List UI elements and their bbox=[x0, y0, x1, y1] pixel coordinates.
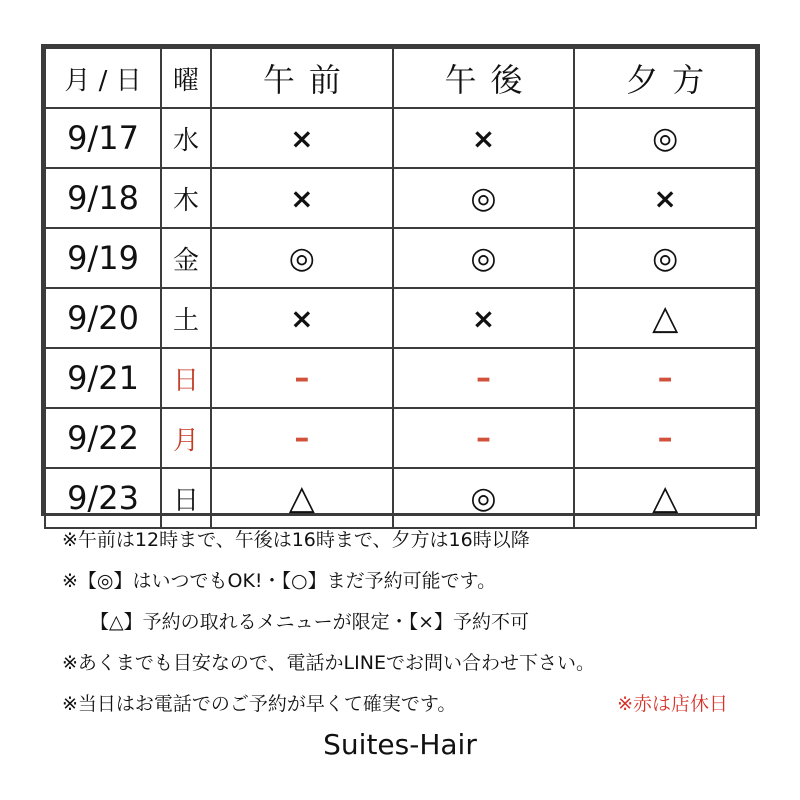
weekday-cell bbox=[161, 288, 211, 348]
table-row bbox=[45, 168, 756, 228]
double-circle-icon: ◎ bbox=[652, 240, 679, 276]
table-row bbox=[45, 348, 756, 408]
slot-cell-afternoon bbox=[393, 468, 575, 528]
cross-mark-icon: × bbox=[653, 181, 677, 215]
slot-cell-morning bbox=[211, 468, 393, 528]
weekday-cell bbox=[161, 348, 211, 408]
note-line-contact: ※あくまでも目安なので、電話かLINEでお問い合わせ下さい。 bbox=[62, 652, 595, 674]
period-header-afternoon: 午後 bbox=[393, 48, 575, 108]
cross-mark-icon: × bbox=[290, 181, 314, 215]
slot-cell-evening bbox=[574, 468, 756, 528]
header-row bbox=[45, 48, 756, 108]
table-row bbox=[45, 228, 756, 288]
dash-icon: – bbox=[657, 420, 673, 456]
table-row bbox=[45, 408, 756, 468]
weekday-cell bbox=[161, 168, 211, 228]
double-circle-icon: ◎ bbox=[470, 240, 497, 276]
weekday-label: 水 bbox=[172, 125, 199, 156]
date-header: 月 / 日 bbox=[45, 48, 161, 108]
note-sameday-text: ※当日はお電話でのご予約が早くて確実です。 bbox=[62, 693, 457, 715]
dash-icon: – bbox=[294, 420, 310, 456]
slot-cell-evening bbox=[574, 288, 756, 348]
day-header: 曜 bbox=[161, 48, 211, 108]
double-circle-icon: ◎ bbox=[652, 120, 679, 156]
period-header-evening: 夕方 bbox=[574, 48, 756, 108]
weekday-label: 土 bbox=[172, 305, 199, 336]
cross-mark-icon: × bbox=[471, 121, 496, 155]
date-cell: 9/19 bbox=[45, 228, 161, 288]
cross-mark-icon: × bbox=[290, 301, 314, 335]
dash-icon: – bbox=[294, 360, 310, 396]
slot-cell-afternoon bbox=[393, 228, 575, 288]
weekday-cell bbox=[161, 108, 211, 168]
weekday-label: 日 bbox=[172, 485, 199, 516]
dash-icon: – bbox=[475, 360, 491, 396]
slot-cell-afternoon bbox=[393, 348, 575, 408]
dash-icon: – bbox=[475, 420, 491, 456]
slot-cell-morning bbox=[211, 168, 393, 228]
notes bbox=[62, 520, 762, 725]
slot-cell-afternoon bbox=[393, 108, 575, 168]
brand-footer: Suites-Hair bbox=[323, 728, 477, 761]
weekday-cell bbox=[161, 228, 211, 288]
date-cell: 9/21 bbox=[45, 348, 161, 408]
slot-cell-afternoon bbox=[393, 408, 575, 468]
slot-cell-afternoon bbox=[393, 288, 575, 348]
triangle-icon: △ bbox=[652, 478, 679, 518]
date-cell: 9/23 bbox=[45, 468, 161, 528]
weekday-label: 金 bbox=[172, 245, 199, 276]
triangle-icon: △ bbox=[288, 478, 315, 518]
table-row bbox=[45, 108, 756, 168]
period-header-morning: 午前 bbox=[211, 48, 393, 108]
slot-cell-morning bbox=[211, 228, 393, 288]
double-circle-icon: ◎ bbox=[470, 180, 497, 216]
date-cell: 9/18 bbox=[45, 168, 161, 228]
date-cell: 9/20 bbox=[45, 288, 161, 348]
date-cell: 9/17 bbox=[45, 108, 161, 168]
note-line-hours: ※午前は12時まで、午後は16時まで、夕方は16時以降 bbox=[62, 529, 530, 551]
slot-cell-morning bbox=[211, 348, 393, 408]
slot-cell-morning bbox=[211, 108, 393, 168]
slot-cell-morning bbox=[211, 288, 393, 348]
schedule-table bbox=[41, 44, 760, 516]
date-cell: 9/22 bbox=[45, 408, 161, 468]
cross-mark-icon: × bbox=[290, 121, 314, 155]
slot-cell-evening bbox=[574, 108, 756, 168]
closed-day-note: ※赤は店休日 bbox=[617, 693, 728, 715]
slot-cell-evening bbox=[574, 228, 756, 288]
slot-cell-evening bbox=[574, 348, 756, 408]
double-circle-icon: ◎ bbox=[288, 240, 315, 276]
slot-cell-evening bbox=[574, 168, 756, 228]
slot-cell-morning bbox=[211, 408, 393, 468]
weekday-label: 月 bbox=[172, 425, 199, 456]
weekday-cell bbox=[161, 468, 211, 528]
slot-cell-afternoon bbox=[393, 168, 575, 228]
note-line-legend-2: 【△】予約の取れるメニューが限定・【×】予約不可 bbox=[90, 611, 530, 633]
triangle-icon: △ bbox=[652, 298, 679, 338]
table-row bbox=[45, 288, 756, 348]
weekday-label: 日 bbox=[172, 365, 199, 396]
table-row bbox=[45, 468, 756, 528]
note-line-legend-1: ※【◎】はいつでもOK!・【○】まだ予約可能です。 bbox=[62, 570, 497, 592]
weekday-cell bbox=[161, 408, 211, 468]
dash-icon: – bbox=[657, 360, 673, 396]
weekday-label: 木 bbox=[172, 185, 199, 216]
note-line-sameday bbox=[62, 684, 762, 725]
double-circle-icon: ◎ bbox=[470, 480, 497, 516]
slot-cell-evening bbox=[574, 408, 756, 468]
cross-mark-icon: × bbox=[471, 301, 496, 335]
